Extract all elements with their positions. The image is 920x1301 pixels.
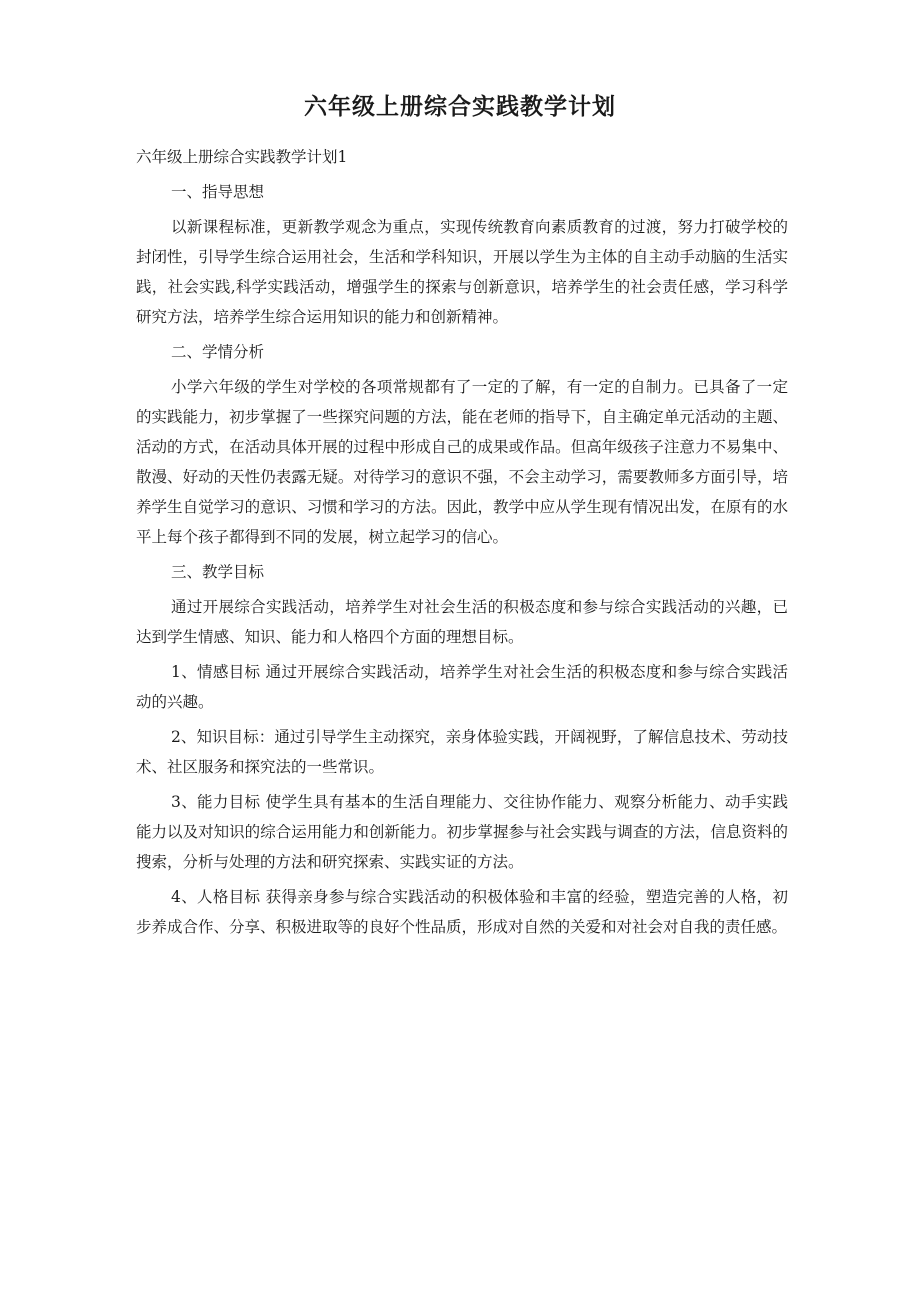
section-text-analysis: 小学六年级的学生对学校的各项常规都有了一定的了解，有一定的自制力。已具备了一定的实践能力，初步掌握了一些探究问题的方法，能在老师的指导下，自主确定单元活动的主题、活动的方式，在活动具体开展的过程中形成自己的成果或作品。但高年级孩子注意力不易集中、散漫、好动的天性仍表露无疑。对待学习的意识不强，不会主动学习，需要教师多方面引导，培养学生自觉学习的意识、习惯和学习的方法。因此，教学中应从学生现有情况出发，在原有的水平上每个孩子都得到不同的发展，树立起学习的信心。 [136,378,788,546]
document-body [136,142,788,947]
section-text-goals-intro: 通过开展综合实践活动，培养学生对社会生活的积极态度和参与综合实践活动的兴趣，已达到学生情感、知识、能力和人格四个方面的理想目标。 [136,598,788,646]
goal-item-personality: 4、人格目标 获得亲身参与综合实践活动的积极体验和丰富的经验，塑造完善的人格，初步养成合作、分享、积极进取等的良好个性品质，形成对自然的关爱和对社会对自我的责任感。 [136,888,788,936]
section-heading-analysis: 二、学情分析 [171,343,265,361]
section-heading-goals: 三、教学目标 [171,563,265,581]
document-subtitle: 六年级上册综合实践教学计划1 [136,148,348,166]
goal-item-emotion: 1、情感目标 通过开展综合实践活动，培养学生对社会生活的积极态度和参与综合实践活动的兴趣。 [136,663,788,711]
goal-item-knowledge: 2、知识目标：通过引导学生主动探究，亲身体验实践，开阔视野，了解信息技术、劳动技术、社区服务和探究法的一些常识。 [136,728,788,776]
goal-item-ability: 3、能力目标 使学生具有基本的生活自理能力、交往协作能力、观察分析能力、动手实践能力以及对知识的综合运用能力和创新能力。初步掌握参与社会实践与调查的方法，信息资料的搜索，分析与处理的方法和研究探索、实践实证的方法。 [136,793,788,871]
section-heading-guiding: 一、指导思想 [171,183,265,201]
document-title: 六年级上册综合实践教学计划 [304,94,616,120]
section-text-guiding: 以新课程标准，更新教学观念为重点，实现传统教育向素质教育的过渡，努力打破学校的封闭性，引导学生综合运用社会，生活和学科知识，开展以学生为主体的自主动手动脑的生活实践，社会实践,科学实践活动，增强学生的探索与创新意识，培养学生的社会责任感，学习科学研究方法，培养学生综合运用知识的能力和创新精神。 [136,218,788,326]
